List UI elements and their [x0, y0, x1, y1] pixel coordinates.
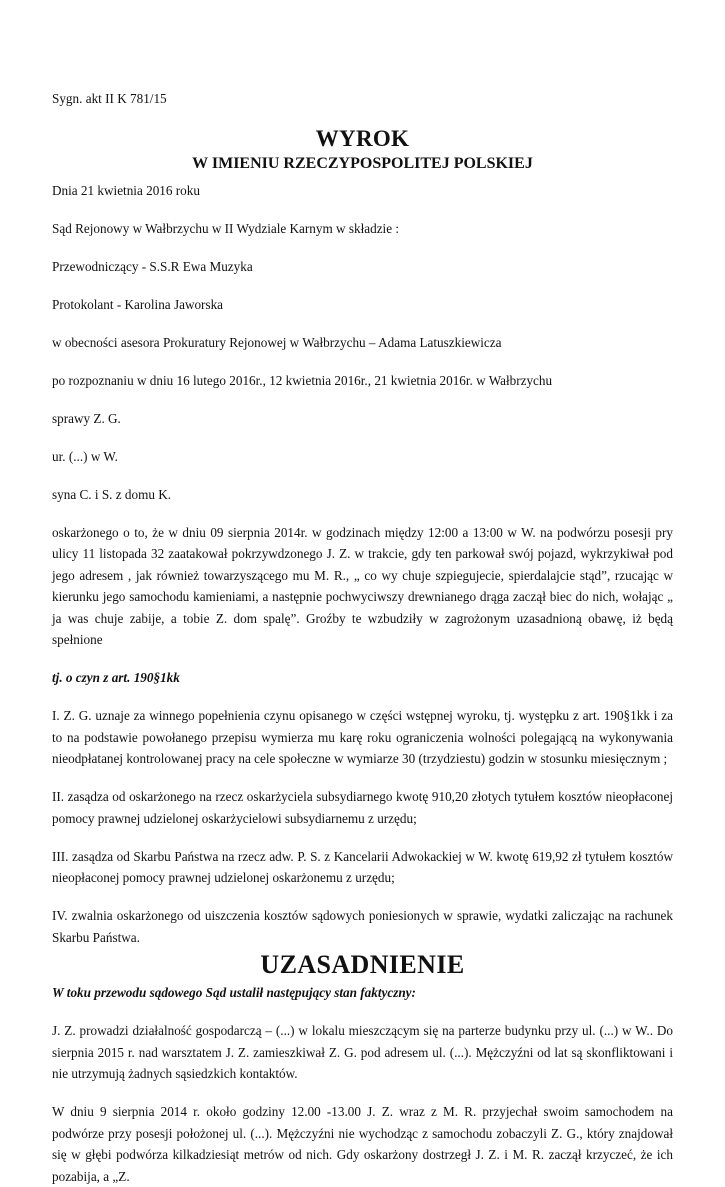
defendant-name: sprawy Z. G. [52, 410, 121, 426]
justification-heading: W toku przewodu sądowego Sąd ustalił następujący stan faktyczny: [52, 985, 416, 1000]
defendant-birth: ur. (...) w W. [52, 448, 118, 464]
defendant-parents: syna C. i S. z domu K. [52, 486, 172, 502]
verdict-point-3: III. zasądza od Skarbu Państwa na rzecz adw. P. S. z Kancelarii Adwokackiej w W. kwotę 619,92 zł tytułem kosztów nieopłaconej pomocy prawnej udzielonej oskarżonemu z urzędu; [52, 848, 673, 885]
verdict-point-4: IV. zwalnia oskarżonego od uiszczenia kosztów sądowych poniesionych w sprawie, wydatki zaliczając na rachunek Skarbu Państwa. [52, 908, 673, 945]
prosecutor-presence: w obecności asesora Prokuratury Rejonowej w Wałbrzychu – Adama Latuszkiewicza [52, 334, 502, 350]
verdict-point-1: I. Z. G. uznaje za winnego popełnienia czynu opisanego w części wstępnej wyroku, tj. występku z art. 190§1kk i za to na podstawie powołanego przepisu wymierza mu karę roku ograniczenia wolności polegającą na wykonywania nieodpłatanej kontrolowanej pracy na cele społeczne w wymiarze 30 (trzydziestu) godzin w stosunku miesięcznym ; [52, 708, 673, 766]
verdict-point-2: II. zasądza od oskarżonego na rzecz oskarżyciela subsydiarnego kwotę 910,20 złotych tytułem kosztów nieopłaconej pomocy prawnej udzielonej oskarżycielowi subsydiarnemu z urzędu; [52, 789, 673, 826]
facts-paragraph-2: W dniu 9 sierpnia 2014 r. około godziny 12.00 -13.00 J. Z. wraz z M. R. przyjechał swoim samochodem na podwórze przy posesji położonej ul. (...). Mężczyźni nie wychodząc z samochodu zobaczyli Z. G., który znajdował się w głębi podwórza kilkadziesiąt metrów od nich. Gdy oskarżony dostrzegł J. Z. i M. R. zaczął krzyczeć, że ich pozabija, a „Z. [52, 1104, 673, 1184]
presiding-judge: Przewodniczący - S.S.R Ewa Muzyka [52, 258, 253, 274]
facts-paragraph-1: J. Z. prowadzi działalność gospodarczą – (...) w lokalu mieszczącym się na parterze budynku przy ul. (...) w W.. Do sierpnia 2015 r. nad warsztatem J. Z. zamieszkiwał Z. G. pod adresem ul. (...). Mężczyźni od lat są skonfliktowani i nie utrzymują żadnych sąsiedzkich kontaktów. [52, 1023, 673, 1081]
legal-basis: tj. o czyn z art. 190§1kk [52, 670, 180, 685]
document-subtitle: W IMIENIU RZECZYPOSPOLITEJ POLSKIEJ [192, 154, 533, 172]
hearing-dates: po rozpoznaniu w dniu 16 lutego 2016r., 12 kwietnia 2016r., 21 kwietnia 2016r. w Wałbrzychu [52, 372, 553, 388]
judgment-date: Dnia 21 kwietnia 2016 roku [52, 182, 200, 198]
document-title: WYROK [315, 125, 410, 151]
justification-title: UZASADNIENIE [260, 950, 465, 979]
case-signature: Sygn. akt II K 781/15 [52, 91, 167, 106]
charge-description: oskarżonego o to, że w dniu 09 sierpnia 2014r. w godzinach między 12:00 a 13:00 w W. na podwórzu posesji pry ulicy 11 listopada 32 zaatakował pokrzywdzonego J. Z. w trakcie, gdy ten parkował swój pojazd, wykrzykiwał pod jego adresem , jak również towarzyszącego mu M. R., „ co wy chuje szpiegujecie, spierdalajcie stąd”, rzucając w kierunku jego samochodu kamieniami, a następnie pochwyciwszy drewnianego drąga zaczął biec do nich, wołając „ ja was chuje zabije, a tobie Z. dom spalę”. Groźby te wzbudziły w zagrożonym uzasadnioną obawę, iż będą spełnione [52, 524, 673, 647]
court-composition: Sąd Rejonowy w Wałbrzychu w II Wydziale Karnym w składzie : [52, 220, 400, 236]
court-clerk: Protokolant - Karolina Jaworska [52, 296, 224, 312]
